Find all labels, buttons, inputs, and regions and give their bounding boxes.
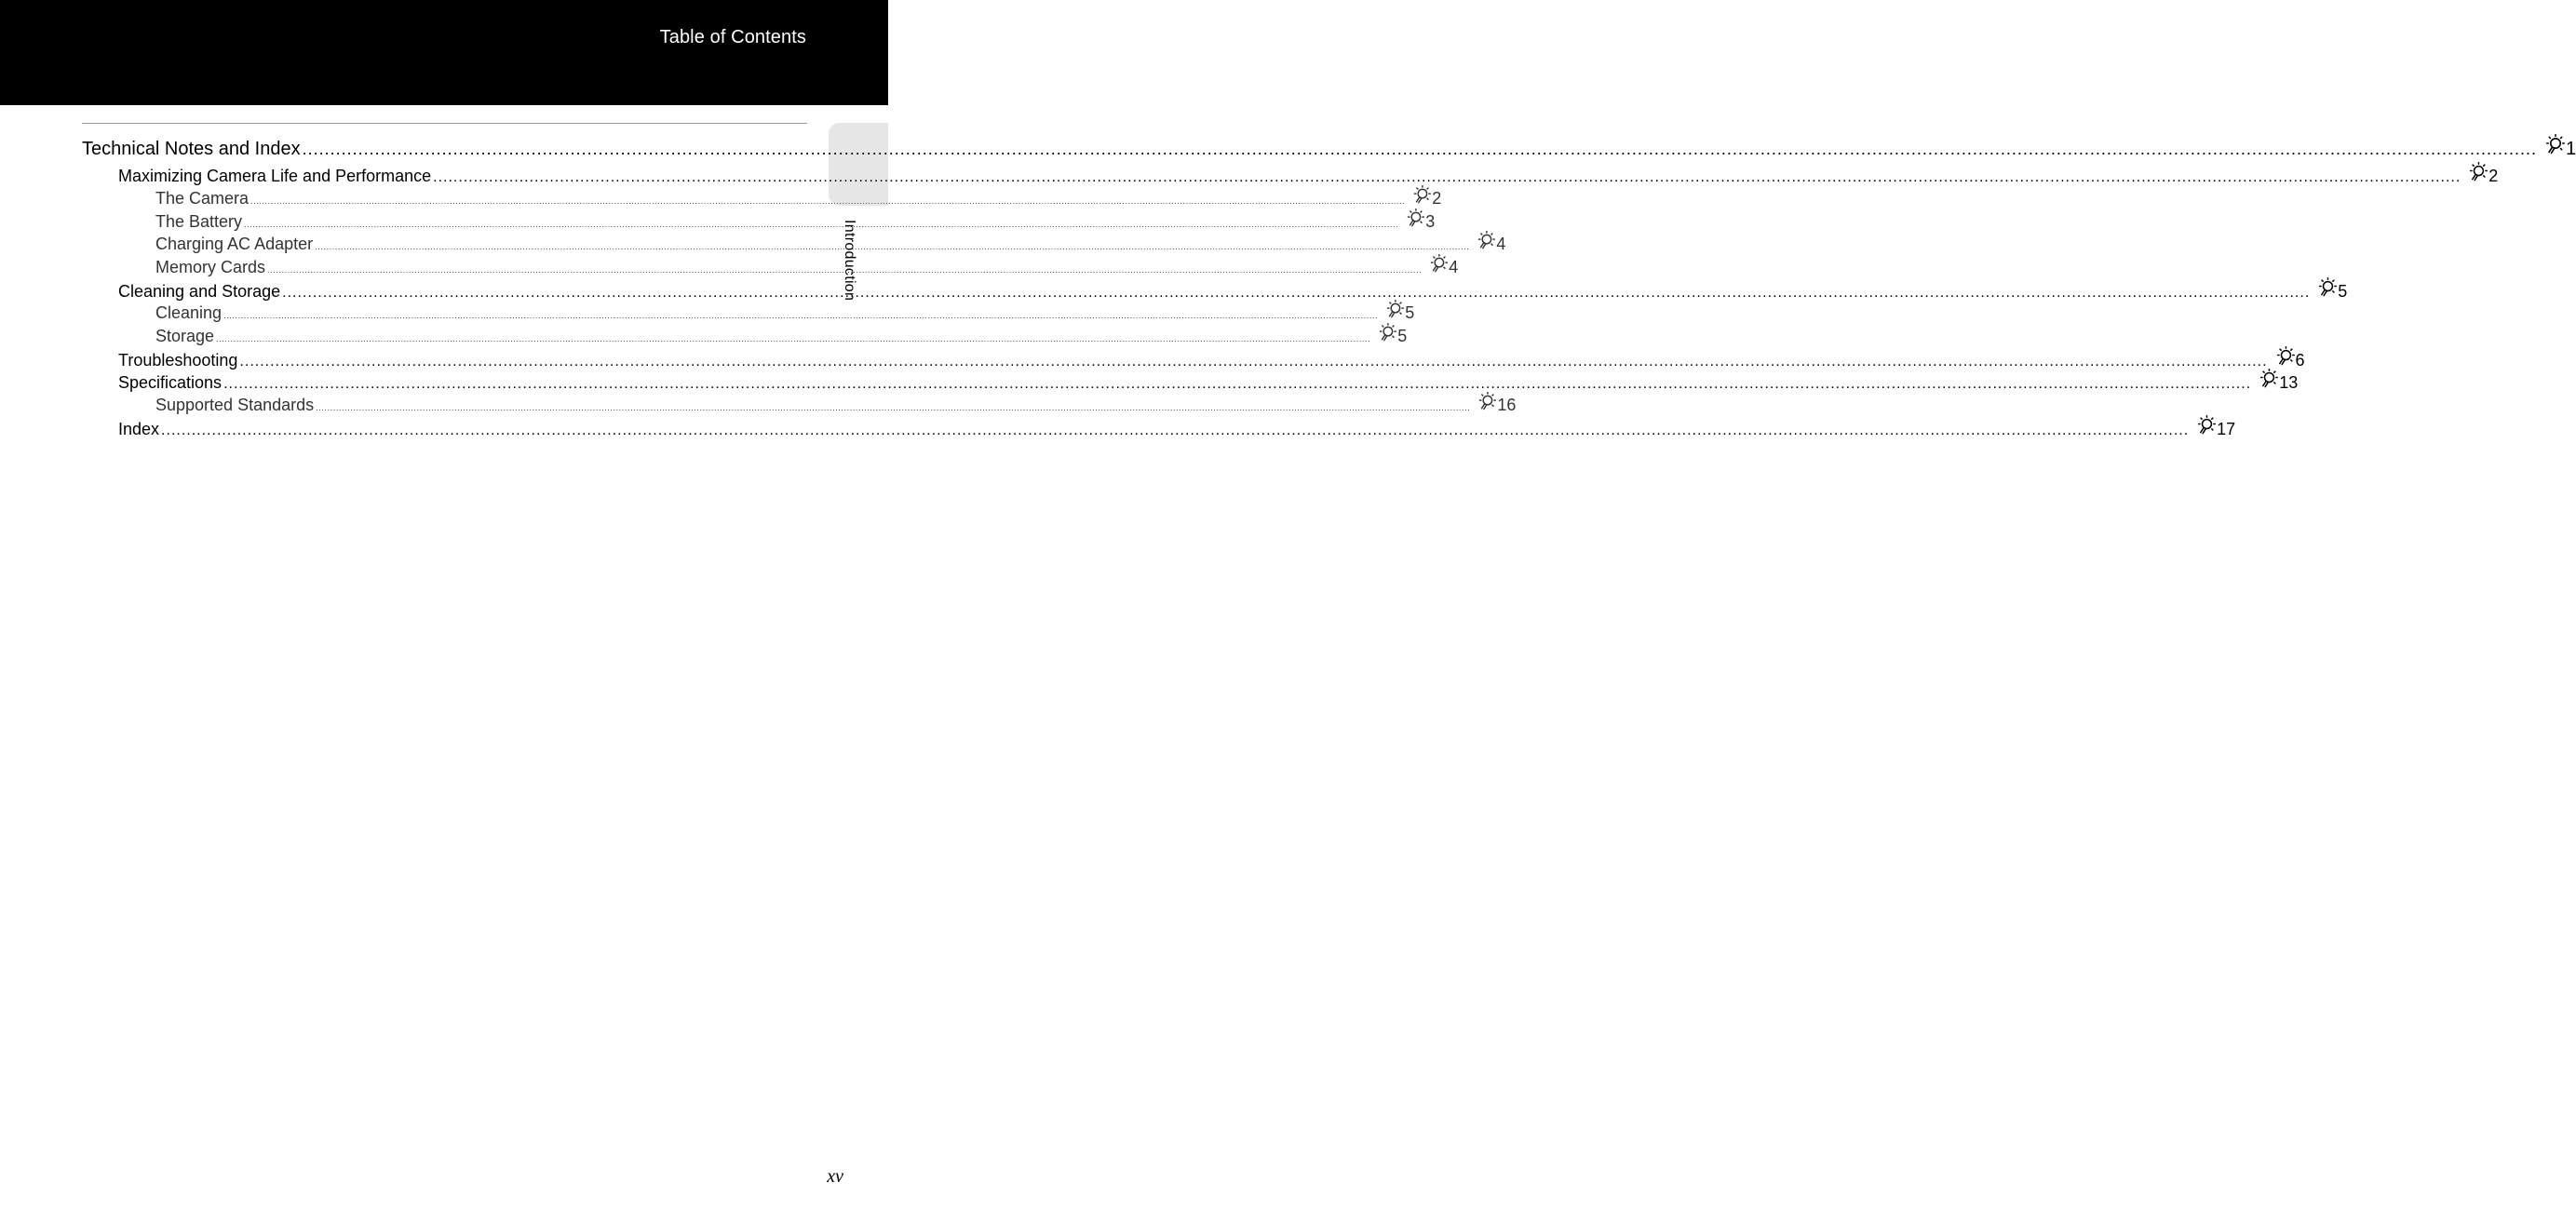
toc-entry-page	[1406, 208, 1435, 232]
section-tab-label: Introduction	[842, 220, 857, 302]
dot-leader: ................................................................................................................................................................................................................................................................................................................................................................................................................	[244, 220, 1399, 229]
reference-bulb-icon	[2259, 369, 2279, 393]
dot-leader: ................................................................................................................................................................................................................................................................................................................................................................................................................	[315, 242, 1470, 251]
toc-page-number: 17	[2217, 420, 2236, 438]
dot-leader: ................................................................................................................................................................................................................................................................................................................................................................................................................	[161, 423, 2190, 438]
reference-bulb-icon	[1412, 185, 1432, 208]
page-number: xv	[827, 1166, 843, 1187]
dot-leader: ................................................................................................................................................................................................................................................................................................................................................................................................................	[239, 354, 2268, 370]
dot-leader: ................................................................................................................................................................................................................................................................................................................................................................................................................	[216, 334, 1371, 343]
toc-entry-title: Cleaning	[155, 303, 223, 322]
toc-entry[interactable]	[118, 369, 2299, 393]
toc-entry-title: Troubleshooting	[118, 351, 238, 370]
dot-leader: ................................................................................................................................................................................................................................................................................................................................................................................................................	[250, 196, 1406, 206]
toc-entry-page	[2317, 277, 2347, 302]
toc-page-number: 4	[1449, 258, 1459, 276]
toc-entry[interactable]	[155, 185, 1442, 208]
toc-entry-title: Memory Cards	[155, 258, 266, 276]
toc-entry[interactable]	[155, 392, 1517, 415]
toc-entry[interactable]	[118, 277, 2348, 302]
toc-page-number: 16	[1497, 396, 1517, 414]
toc-page-number: 2	[2488, 167, 2499, 185]
toc-entry-page	[1378, 323, 1407, 346]
toc-entry-title: The Battery	[155, 212, 243, 231]
toc-entry-page	[2196, 415, 2235, 439]
toc-entry-title: Specifications	[118, 373, 223, 392]
reference-bulb-icon	[2468, 162, 2488, 186]
toc-entry[interactable]	[118, 162, 2499, 186]
dot-leader: ................................................................................................................................................................................................................................................................................................................................................................................................................	[433, 169, 2461, 185]
dot-leader: ................................................................................................................................................................................................................................................................................................................................................................................................................	[316, 403, 1471, 412]
reference-bulb-icon	[1429, 254, 1449, 277]
toc-entry[interactable]	[155, 323, 1408, 346]
dot-leader: ................................................................................................................................................................................................................................................................................................................................................................................................................	[267, 265, 1423, 275]
dot-leader: ................................................................................................................................................................................................................................................................................................................................................................................................................	[223, 311, 1379, 320]
header-title: Table of Contents	[659, 27, 806, 47]
dot-leader: ................................................................................................................................................................................................................................................................................................................................................................................................................	[302, 140, 2537, 158]
toc-page-number: 1	[2565, 139, 2576, 159]
toc-page-number: 4	[1496, 235, 1506, 253]
toc-page-number: 5	[1397, 327, 1408, 345]
toc-entry[interactable]	[155, 231, 1506, 254]
toc-entry[interactable]	[155, 300, 1415, 323]
toc-entry-title: The Camera	[155, 189, 250, 208]
toc-entry-title: Storage	[155, 327, 215, 345]
toc-entry-page	[2259, 369, 2298, 393]
toc-page-number: 13	[2279, 373, 2299, 392]
toc-page-number: 3	[1425, 212, 1436, 231]
reference-bulb-icon	[2544, 134, 2566, 160]
toc-entry[interactable]	[155, 208, 1436, 232]
divider-rule	[82, 123, 807, 124]
toc-entry-page	[2275, 346, 2305, 370]
reference-bulb-icon	[2275, 346, 2296, 370]
toc-entry-title: Cleaning and Storage	[118, 282, 281, 301]
toc-entry[interactable]	[82, 134, 2576, 160]
reference-bulb-icon	[1406, 208, 1425, 232]
toc-page-number: 5	[1405, 303, 1415, 322]
toc-entry-title: Supported Standards	[155, 396, 315, 414]
page-header	[0, 0, 888, 105]
toc-entry-page	[2544, 134, 2576, 160]
toc-entry-page	[1412, 185, 1441, 208]
toc-entry-title: Maximizing Camera Life and Performance	[118, 167, 432, 185]
toc-page-number: 6	[2295, 351, 2305, 370]
toc-entry-title: Charging AC Adapter	[155, 235, 314, 253]
toc-entry[interactable]	[118, 415, 2236, 439]
toc-entry-title: Technical Notes and Index	[82, 139, 301, 159]
toc-entry-title: Index	[118, 420, 160, 438]
toc-entry-page	[1477, 231, 1505, 254]
toc-entry[interactable]	[118, 346, 2305, 370]
toc-entry[interactable]	[155, 254, 1459, 277]
reference-bulb-icon	[1477, 231, 1496, 254]
toc-entry-page	[1385, 300, 1414, 323]
reference-bulb-icon	[1477, 392, 1497, 415]
section-tab[interactable]	[829, 123, 888, 206]
reference-bulb-icon	[1378, 323, 1397, 346]
reference-bulb-icon	[1385, 300, 1405, 323]
toc-entry-page	[2468, 162, 2498, 186]
toc-entry-page	[1477, 392, 1516, 415]
toc-page-number: 2	[1432, 189, 1442, 208]
dot-leader: ................................................................................................................................................................................................................................................................................................................................................................................................................	[282, 285, 2311, 301]
toc-entry-page	[1429, 254, 1458, 277]
dot-leader: ................................................................................................................................................................................................................................................................................................................................................................................................................	[223, 376, 2252, 392]
reference-bulb-icon	[2196, 415, 2217, 439]
toc-page-number: 5	[2338, 282, 2348, 301]
reference-bulb-icon	[2317, 277, 2338, 302]
